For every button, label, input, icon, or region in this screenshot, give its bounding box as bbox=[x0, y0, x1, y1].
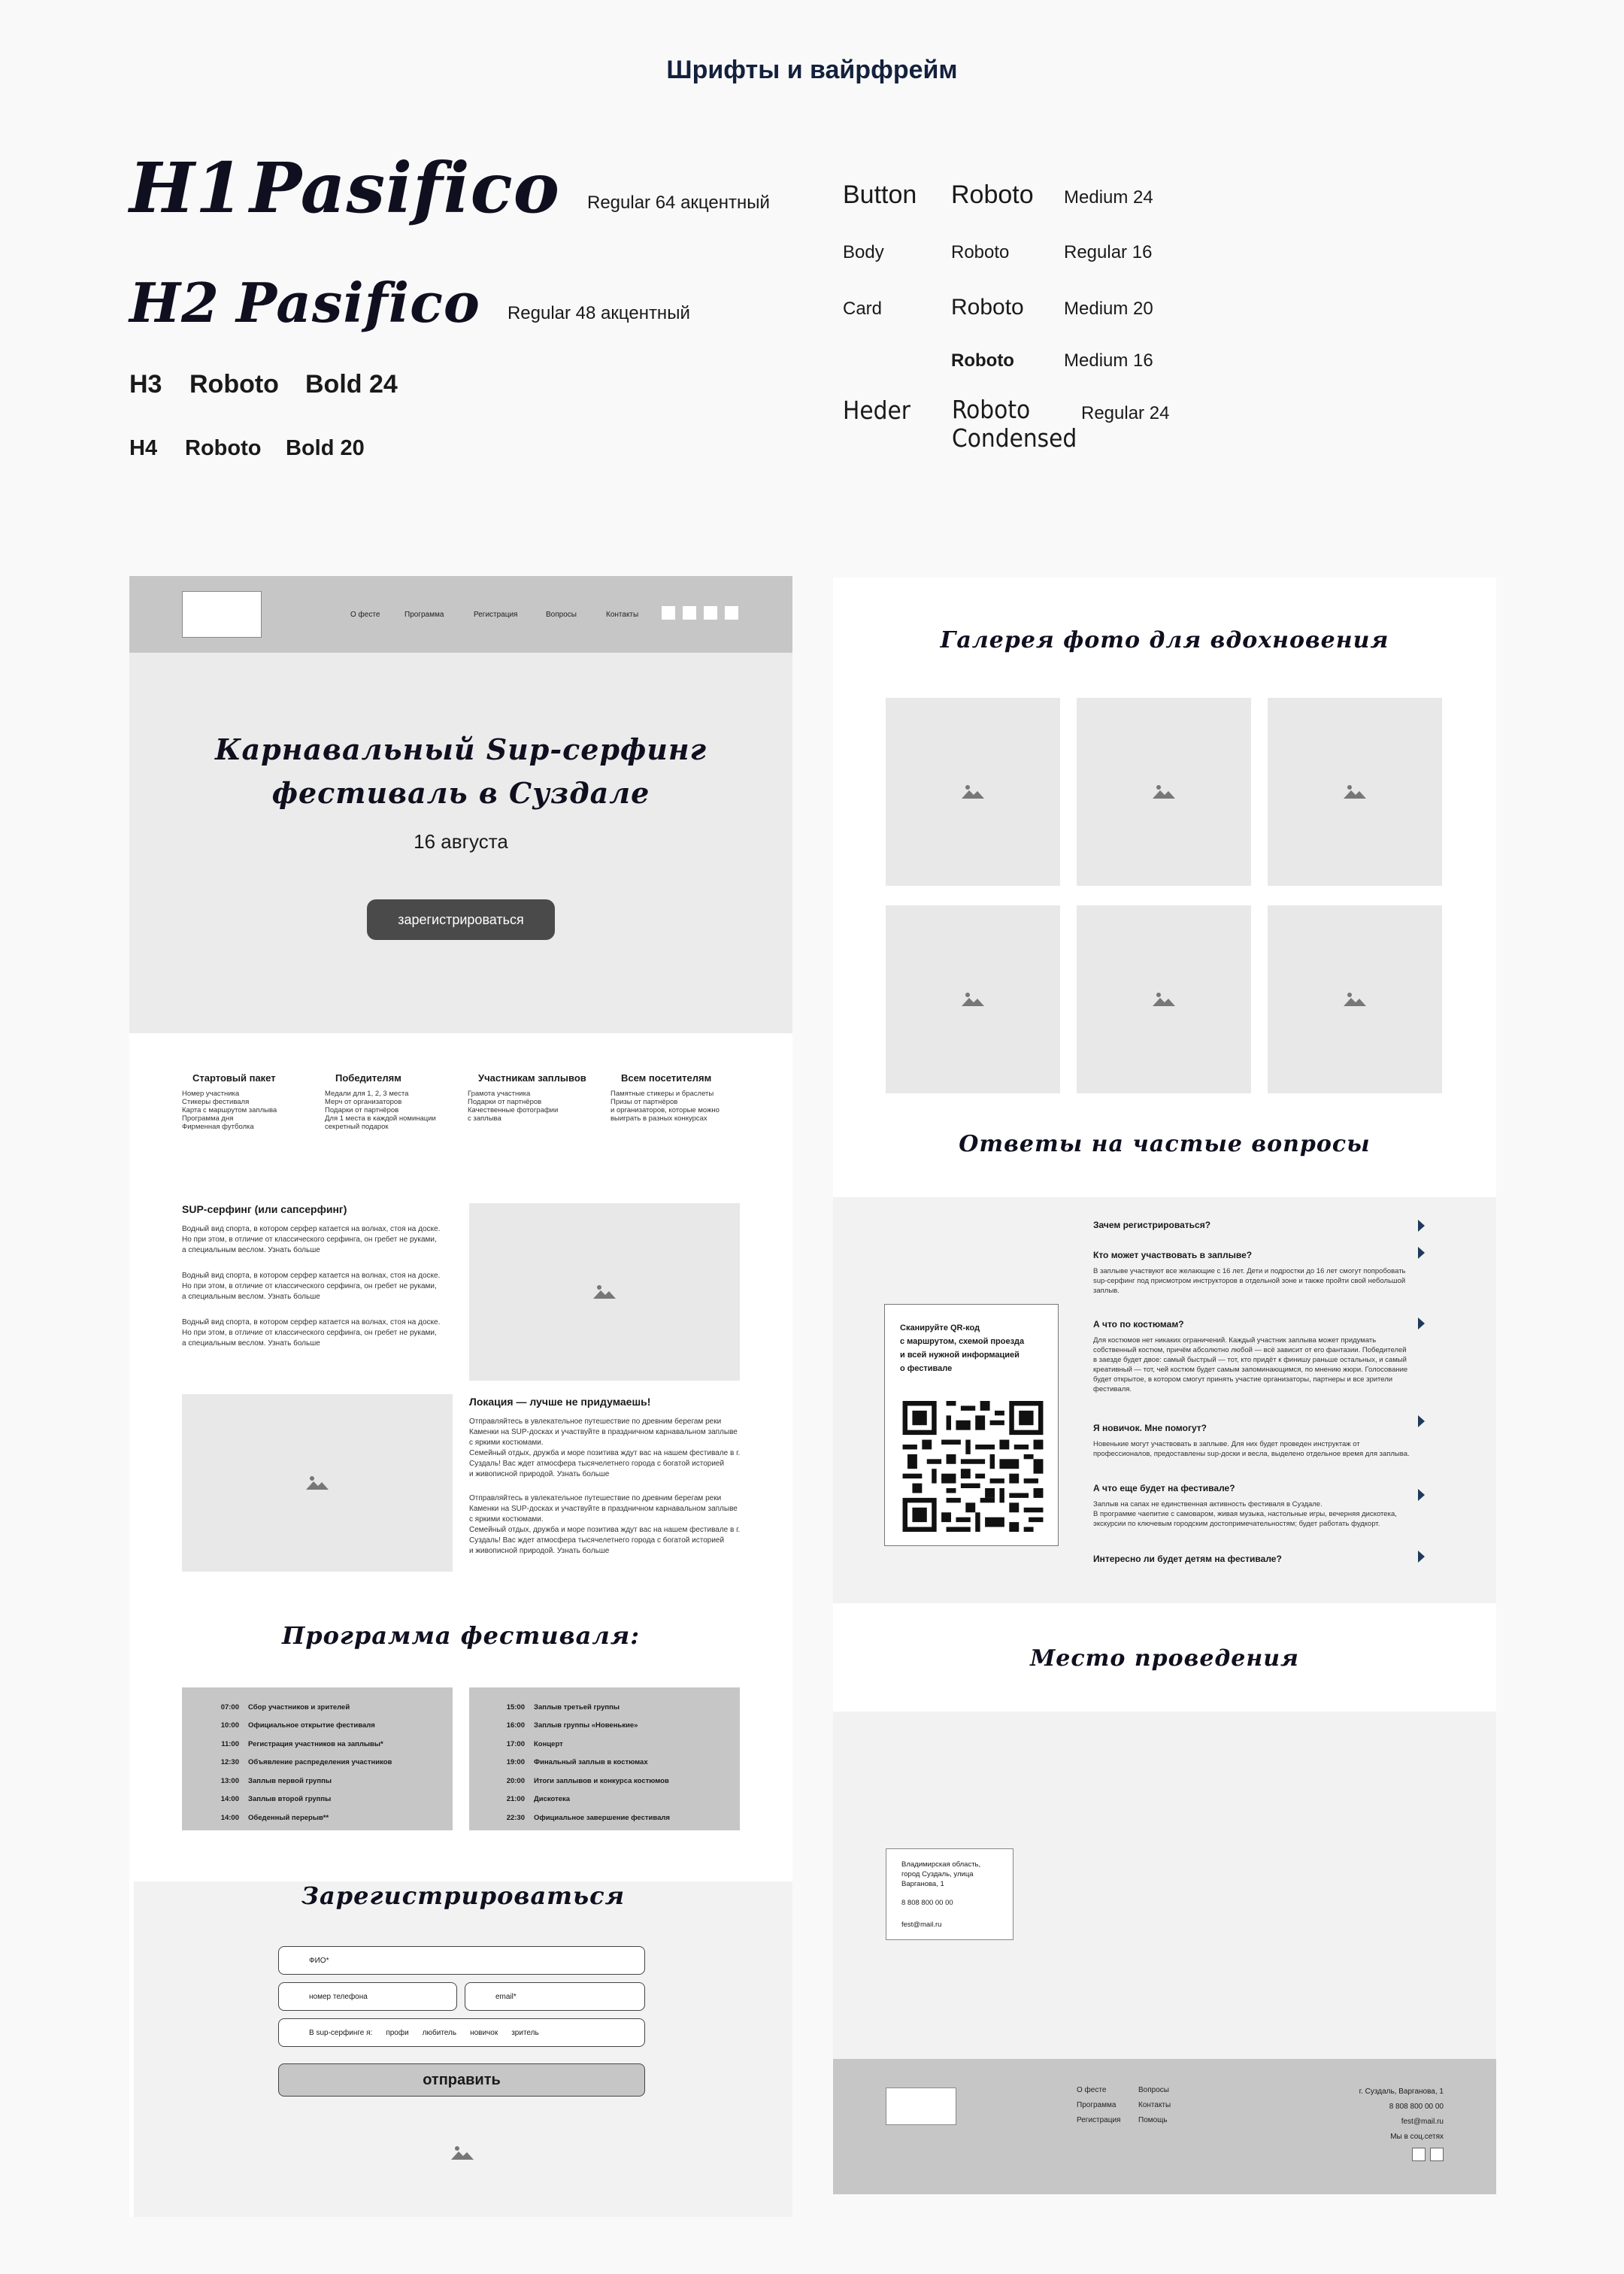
text-line: с яркими костюмами. bbox=[469, 1439, 544, 1447]
schedule-row bbox=[469, 1790, 740, 1809]
schedule-row bbox=[182, 1717, 453, 1736]
image-icon bbox=[1151, 991, 1177, 1008]
qr-text-line: и всей нужной информацией bbox=[900, 1351, 1020, 1360]
text-line: Каменки на SUP-досках и участвуйте в праздничном карнавальном заплыве bbox=[469, 1428, 738, 1436]
h2-desc: Regular 48 акцентный bbox=[507, 303, 690, 323]
arrow-right-icon[interactable] bbox=[1418, 1220, 1425, 1232]
faq-answer-line: экскурсии по ключевым городским достопримечательностям; будет работать фудкорт. bbox=[1093, 1520, 1380, 1528]
hero-title bbox=[129, 728, 792, 815]
image-icon bbox=[304, 1475, 330, 1491]
gallery-image[interactable] bbox=[1077, 698, 1251, 886]
pack-line: Подарки от партнёров bbox=[325, 1106, 399, 1114]
level-field[interactable] bbox=[278, 2018, 645, 2047]
schedule-row bbox=[182, 1809, 453, 1827]
faq-answer-line: Новенькие могут участвовать в заплыве. Для них будет проведен инструктаж от bbox=[1093, 1440, 1360, 1448]
schedule-row bbox=[469, 1772, 740, 1790]
gallery-image[interactable] bbox=[886, 905, 1060, 1093]
level-option[interactable]: зритель bbox=[511, 2028, 539, 2037]
text-line: Водный вид спорта, в котором серфер катается на волнах, стоя на доске. bbox=[182, 1272, 441, 1280]
hero-date: 16 августа bbox=[414, 830, 508, 853]
venue-email: fest@mail.ru bbox=[901, 1921, 942, 1929]
qr-text-line: Сканируйте QR-код bbox=[900, 1323, 980, 1333]
nav-item-about[interactable]: О фесте bbox=[350, 611, 380, 619]
card2-font: Roboto bbox=[951, 350, 1014, 371]
text-line: Но при этом, в отличие от классического серфинга, он гребет не руками, bbox=[182, 1282, 437, 1290]
faq-question[interactable]: Я новичок. Мне помогут? bbox=[1093, 1423, 1207, 1433]
register-button[interactable]: зарегистрироваться bbox=[367, 899, 555, 940]
text-line: Но при этом, в отличие от классического серфинга, он гребет не руками, bbox=[182, 1329, 437, 1337]
footer-logo[interactable] bbox=[886, 2088, 956, 2125]
text-line: а специальным веслом. Узнать больше bbox=[182, 1293, 320, 1301]
social-icon[interactable] bbox=[1412, 2148, 1426, 2161]
schedule-time: 10:00 bbox=[220, 1721, 239, 1730]
schedule-time: 07:00 bbox=[220, 1702, 239, 1712]
schedule-time: 19:00 bbox=[506, 1758, 525, 1767]
header-desc: Regular 24 bbox=[1081, 403, 1170, 423]
nav-item-faq[interactable]: Вопросы bbox=[546, 611, 577, 619]
h2-font: Pasifico bbox=[236, 270, 480, 335]
arrow-right-icon[interactable] bbox=[1418, 1317, 1425, 1330]
faq-answer-line: профессионалов, предоставлены sup-доски и весла, выделено отдельное время для заплыва. bbox=[1093, 1450, 1410, 1458]
h2-spec bbox=[129, 265, 690, 340]
pack-line: Для 1 места в каждой номинации bbox=[325, 1114, 436, 1123]
image-icon bbox=[1151, 784, 1177, 800]
schedule-event: Сбор участников и зрителей bbox=[248, 1702, 350, 1712]
pack-line: Памятные стикеры и браслеты bbox=[611, 1090, 714, 1098]
pack-line: выиграть в разных конкурсах bbox=[611, 1114, 707, 1123]
social-icon[interactable] bbox=[662, 606, 675, 620]
pack-line: Качественные фотографии bbox=[468, 1106, 559, 1114]
gallery-image[interactable] bbox=[1077, 905, 1251, 1093]
schedule-event: Дискотека bbox=[534, 1795, 571, 1804]
faq-question[interactable]: Интересно ли будет детям на фестивале? bbox=[1093, 1554, 1282, 1564]
nav-item-registration[interactable]: Регистрация bbox=[474, 611, 518, 619]
pack-start bbox=[182, 1072, 325, 1131]
pack-line: и организаторов, которые можно bbox=[611, 1106, 720, 1114]
faq-answer-line: В программе чаепитие с самоваром, живая музыка, настольные игры, вечерняя дискотека, bbox=[1093, 1510, 1397, 1518]
body-tag: Body bbox=[843, 242, 884, 262]
gallery-image[interactable] bbox=[1268, 905, 1442, 1093]
gallery-title: Галерея фото для вдохновения bbox=[940, 627, 1389, 653]
text-line: а специальным веслом. Узнать больше bbox=[182, 1339, 320, 1348]
text-line: Семейный отдых, дружба и море позитива ждут вас на нашем фестивале в г. bbox=[469, 1526, 741, 1534]
text-line: Водный вид спорта, в котором серфер катается на волнах, стоя на доске. bbox=[182, 1318, 441, 1326]
schedule-time: 15:00 bbox=[506, 1702, 525, 1712]
pack-line: Подарки от партнёров bbox=[468, 1098, 542, 1106]
sup-title: SUP-серфинг (или сапсерфинг) bbox=[182, 1203, 347, 1215]
pack-title: Участникам заплывов bbox=[478, 1072, 586, 1084]
button-spec bbox=[843, 180, 1153, 210]
pack-line: с заплыва bbox=[468, 1114, 501, 1123]
body-font: Roboto bbox=[951, 242, 1010, 262]
image-icon bbox=[1342, 991, 1368, 1008]
image-placeholder bbox=[182, 1394, 453, 1572]
schedule-row bbox=[182, 1698, 453, 1717]
faq-question[interactable]: Зачем регистрироваться? bbox=[1093, 1220, 1211, 1230]
h3-desc: Bold 24 bbox=[305, 370, 398, 399]
gallery-image[interactable] bbox=[1268, 698, 1442, 886]
h3-spec bbox=[129, 370, 398, 399]
schedule-time: 17:00 bbox=[506, 1739, 525, 1748]
footer-contacts bbox=[1359, 2084, 1444, 2145]
schedule-row bbox=[469, 1754, 740, 1772]
venue-address-line: город Суздаль, улица bbox=[901, 1870, 974, 1878]
footer-social-label: Мы в соц.сетях bbox=[1390, 2133, 1444, 2141]
pack-swimmers bbox=[468, 1072, 611, 1123]
schedule-time: 21:00 bbox=[506, 1795, 525, 1804]
footer-link[interactable]: Контакты bbox=[1138, 2101, 1171, 2109]
faq-answer-line: sup-серфинг под присмотром инструкторов в отдельной зоне и также пройти свой небольшой bbox=[1093, 1277, 1406, 1285]
schedule-row bbox=[469, 1735, 740, 1754]
schedule-time: 14:00 bbox=[220, 1795, 239, 1804]
pack-line: Грамота участника bbox=[468, 1090, 531, 1098]
email-field[interactable]: email* bbox=[465, 1982, 645, 2011]
text-line: Суздаль! Вас ждет атмосфера тысячелетнего города с богатой историей bbox=[469, 1536, 725, 1545]
h1-desc: Regular 64 акцентный bbox=[586, 193, 770, 213]
registration-section bbox=[134, 1881, 792, 2217]
faq-question[interactable]: А что по костюмам? bbox=[1093, 1319, 1184, 1330]
faq-answer-line: В заплыве участвуют все желающие с 16 лет. Дети и подростки до 16 лет смогут попробовать bbox=[1093, 1267, 1406, 1275]
text-line: а специальным веслом. Узнать больше bbox=[182, 1246, 320, 1254]
h4-desc: Bold 20 bbox=[286, 436, 365, 460]
h1-font: Pasifico bbox=[250, 147, 560, 229]
schedule-event: Регистрация участников на заплывы* bbox=[248, 1739, 383, 1748]
pack-winners bbox=[325, 1072, 468, 1131]
footer-link[interactable]: Помощь bbox=[1138, 2116, 1168, 2124]
text-line: Каменки на SUP-досках и участвуйте в праздничном карнавальном заплыве bbox=[469, 1505, 738, 1513]
pack-visitors bbox=[611, 1072, 753, 1123]
sup-paragraph bbox=[182, 1224, 453, 1349]
schedule-right bbox=[469, 1687, 740, 1830]
level-label: В sup-серфинге я: bbox=[309, 2028, 373, 2037]
h4-spec bbox=[129, 436, 365, 461]
pack-line: Призы от партнёров bbox=[611, 1098, 678, 1106]
location-paragraph bbox=[469, 1417, 755, 1557]
schedule-event: Концерт bbox=[534, 1739, 563, 1748]
card-tag: Card bbox=[843, 299, 883, 319]
pack-line: Мерч от организаторов bbox=[325, 1098, 402, 1106]
faq-answer-line: собственный костюм, причём абсолютно любой — всё зависит от его фантазии. Победителей bbox=[1093, 1346, 1407, 1354]
footer-link[interactable]: Вопросы bbox=[1138, 2086, 1169, 2094]
submit-button[interactable]: отправить bbox=[278, 2063, 645, 2097]
schedule-event: Официальное завершение фестиваля bbox=[534, 1813, 670, 1822]
schedule-row bbox=[182, 1790, 453, 1809]
qr-text bbox=[900, 1321, 1024, 1375]
schedule-event: Обеденный перерыв** bbox=[248, 1813, 329, 1822]
schedule-event: Заплыв третьей группы bbox=[534, 1702, 620, 1712]
schedule-event: Объявление распределения участников bbox=[248, 1758, 392, 1767]
logo[interactable] bbox=[182, 591, 262, 638]
footer-email: fest@mail.ru bbox=[1401, 2118, 1444, 2126]
schedule-event: Заплыв первой группы bbox=[248, 1776, 332, 1785]
nav-bar bbox=[129, 576, 792, 653]
schedule-time: 22:30 bbox=[506, 1813, 525, 1822]
schedule-time: 13:00 bbox=[220, 1776, 239, 1785]
image-icon bbox=[1342, 784, 1368, 800]
faq-answer-line: заплыв. bbox=[1093, 1287, 1120, 1295]
nav-item-contacts[interactable]: Контакты bbox=[606, 611, 639, 619]
header-font bbox=[952, 396, 1077, 453]
phone-field[interactable]: номер телефона bbox=[278, 1982, 457, 2011]
image-placeholder bbox=[469, 1203, 740, 1381]
schedule-time: 20:00 bbox=[506, 1776, 525, 1785]
button-tag: Button bbox=[843, 180, 917, 209]
footer-link[interactable]: Программа bbox=[1077, 2101, 1116, 2109]
social-icon[interactable] bbox=[1430, 2148, 1444, 2161]
text-line: с яркими костюмами. bbox=[469, 1515, 544, 1524]
h4-font: Roboto bbox=[185, 436, 262, 460]
schedule-event: Заплыв группы «Новенькие» bbox=[534, 1721, 638, 1730]
nav-item-program[interactable]: Программа bbox=[404, 611, 444, 619]
faq-answer bbox=[1093, 1336, 1439, 1394]
arrow-right-icon[interactable] bbox=[1418, 1415, 1425, 1427]
h4-tag: H4 bbox=[129, 436, 158, 460]
arrow-right-icon[interactable] bbox=[1418, 1551, 1425, 1563]
pack-line: Номер участника bbox=[182, 1090, 240, 1098]
text-line: Отправляйтесь в увлекательное путешествие по древним берегам реки bbox=[469, 1494, 722, 1502]
header-font-line1: Roboto bbox=[952, 395, 1031, 424]
image-icon bbox=[960, 784, 986, 800]
faq-title: Ответы на частые вопросы bbox=[959, 1131, 1371, 1157]
fio-field[interactable]: ФИО* bbox=[278, 1946, 645, 1975]
header-tag: Heder bbox=[843, 396, 910, 425]
schedule-time: 11:00 bbox=[221, 1739, 239, 1748]
h3-font: Roboto bbox=[189, 370, 279, 399]
gallery-image[interactable] bbox=[886, 698, 1060, 886]
faq-answer-line: Для костюмов нет никаких ограничений. Каждый участник заплыва может придумать bbox=[1093, 1336, 1377, 1345]
level-option[interactable]: новичок bbox=[470, 2028, 498, 2037]
footer bbox=[833, 2059, 1496, 2194]
text-line: Но при этом, в отличие от классического серфинга, он гребет не руками, bbox=[182, 1236, 437, 1244]
faq-question[interactable]: Кто может участвовать в заплыве? bbox=[1093, 1250, 1253, 1260]
body-spec bbox=[843, 242, 1152, 263]
map-area[interactable] bbox=[833, 1712, 1496, 2065]
hero-title-line2: фестиваль в Суздале bbox=[271, 776, 650, 810]
schedule-row bbox=[182, 1735, 453, 1754]
schedule-left bbox=[182, 1687, 453, 1830]
pack-title: Победителям bbox=[335, 1072, 401, 1084]
button-desc: Medium 24 bbox=[1064, 187, 1153, 208]
venue-address-line: Владимирская область, bbox=[901, 1860, 981, 1869]
card-font: Roboto bbox=[951, 295, 1024, 320]
pack-title: Стартовый пакет bbox=[192, 1072, 276, 1084]
card-desc: Medium 20 bbox=[1064, 299, 1153, 319]
venue-card bbox=[886, 1848, 1013, 1940]
text-line: и живописной природой. Узнать больше bbox=[469, 1547, 610, 1555]
program-title: Программа фестиваля: bbox=[281, 1621, 641, 1650]
level-option[interactable]: профи bbox=[386, 2028, 409, 2037]
image-icon bbox=[592, 1284, 617, 1300]
qr-code-icon bbox=[901, 1401, 1044, 1532]
venue-title: Место проведения bbox=[1030, 1645, 1299, 1672]
schedule-event: Итоги заплывов и конкурса костюмов bbox=[534, 1776, 669, 1785]
pack-line: секретный подарок bbox=[325, 1123, 389, 1131]
h3-tag: H3 bbox=[129, 370, 162, 399]
body-desc: Regular 16 bbox=[1064, 242, 1153, 262]
faq-section bbox=[833, 1197, 1496, 1603]
pack-line: Стикеры фестиваля bbox=[182, 1098, 250, 1106]
right-wireframe bbox=[833, 578, 1496, 2194]
card2-spec bbox=[951, 350, 1153, 371]
h1-tag: H1 bbox=[129, 147, 244, 229]
qr-text-line: с маршрутом, схемой проезда bbox=[900, 1337, 1025, 1346]
qr-text-line: о фестивале bbox=[900, 1364, 953, 1373]
schedule-time: 12:30 bbox=[220, 1758, 239, 1767]
card-spec bbox=[843, 295, 1153, 320]
card2-desc: Medium 16 bbox=[1064, 350, 1153, 371]
faq-answer-line: в заезде будет двое: самый быстрый — тот, кто придёт к финишу раньше остальных, и самый bbox=[1093, 1356, 1407, 1364]
hero-title-line1: Карнавальный Sup-серфинг bbox=[214, 732, 707, 766]
social-icon[interactable] bbox=[683, 606, 696, 620]
text-line: Отправляйтесь в увлекательное путешествие по древним берегам реки bbox=[469, 1417, 722, 1426]
schedule-time: 16:00 bbox=[506, 1721, 525, 1730]
location-title: Локация — лучше не придумаешь! bbox=[469, 1396, 651, 1408]
pack-line: Программа дня bbox=[182, 1114, 234, 1123]
venue-phone: 8 808 800 00 00 bbox=[901, 1899, 953, 1907]
registration-title: Зарегистрироваться bbox=[301, 1881, 626, 1910]
faq-answer-line: будет открытое, в котором смогут принять участие организаторы, партнеры и все зрители bbox=[1093, 1375, 1393, 1384]
text-line: Семейный отдых, дружба и море позитива ждут вас на нашем фестивале в г. bbox=[469, 1449, 741, 1457]
text-line: Водный вид спорта, в котором серфер катается на волнах, стоя на доске. bbox=[182, 1225, 441, 1233]
level-option[interactable]: любитель bbox=[422, 2028, 457, 2037]
pack-line: Медали для 1, 2, 3 места bbox=[325, 1090, 409, 1098]
footer-link[interactable]: О фесте bbox=[1077, 2086, 1107, 2094]
faq-answer bbox=[1093, 1499, 1439, 1529]
left-wireframe bbox=[129, 576, 792, 2217]
faq-answer-line: креативный — тот, чей костюм будет самым запоминающимся, по мнению жюри. Голосование bbox=[1093, 1366, 1408, 1374]
text-line: Суздаль! Вас ждет атмосфера тысячелетнего города с богатой историей bbox=[469, 1460, 725, 1468]
arrow-right-icon[interactable] bbox=[1418, 1247, 1425, 1259]
pack-title: Всем посетителям bbox=[621, 1072, 712, 1084]
faq-question[interactable]: А что еще будет на фестивале? bbox=[1093, 1483, 1235, 1493]
schedule-row bbox=[469, 1809, 740, 1827]
faq-answer bbox=[1093, 1439, 1439, 1459]
faq-answer-line: Заплыв на сапах не единственная активность фестиваля в Суздале. bbox=[1093, 1500, 1323, 1508]
schedule-row bbox=[469, 1717, 740, 1736]
schedule-row bbox=[182, 1754, 453, 1772]
button-font: Roboto bbox=[951, 180, 1034, 209]
image-icon bbox=[450, 2145, 475, 2161]
schedule-row bbox=[182, 1772, 453, 1790]
schedule-event: Финальный заплыв в костюмах bbox=[534, 1758, 648, 1767]
social-icon[interactable] bbox=[725, 606, 738, 620]
page-title: Шрифты и вайрфрейм bbox=[666, 56, 958, 84]
schedule-time: 14:00 bbox=[220, 1813, 239, 1822]
image-icon bbox=[960, 991, 986, 1008]
footer-address: г. Суздаль, Варганова, 1 bbox=[1359, 2088, 1444, 2096]
qr-card bbox=[884, 1304, 1059, 1546]
faq-answer bbox=[1093, 1266, 1439, 1296]
pack-line: Карта с маршрутом заплыва bbox=[182, 1106, 277, 1114]
footer-link[interactable]: Регистрация bbox=[1077, 2116, 1121, 2124]
hero bbox=[129, 653, 792, 1033]
footer-phone: 8 808 800 00 00 bbox=[1389, 2103, 1444, 2111]
h2-tag: H2 bbox=[129, 270, 220, 335]
schedule-row bbox=[469, 1698, 740, 1717]
text-line: и живописной природой. Узнать больше bbox=[469, 1470, 610, 1478]
schedule-event: Официальное открытие фестиваля bbox=[248, 1721, 375, 1730]
faq-answer-line: фестиваля. bbox=[1093, 1385, 1132, 1393]
header-font-line2: Condensed bbox=[952, 423, 1077, 453]
venue-address-line: Варганова, 1 bbox=[901, 1880, 944, 1888]
social-icon[interactable] bbox=[704, 606, 717, 620]
schedule-event: Заплыв второй группы bbox=[248, 1795, 332, 1804]
h1-spec bbox=[129, 143, 770, 233]
pack-line: Фирменная футболка bbox=[182, 1123, 254, 1131]
